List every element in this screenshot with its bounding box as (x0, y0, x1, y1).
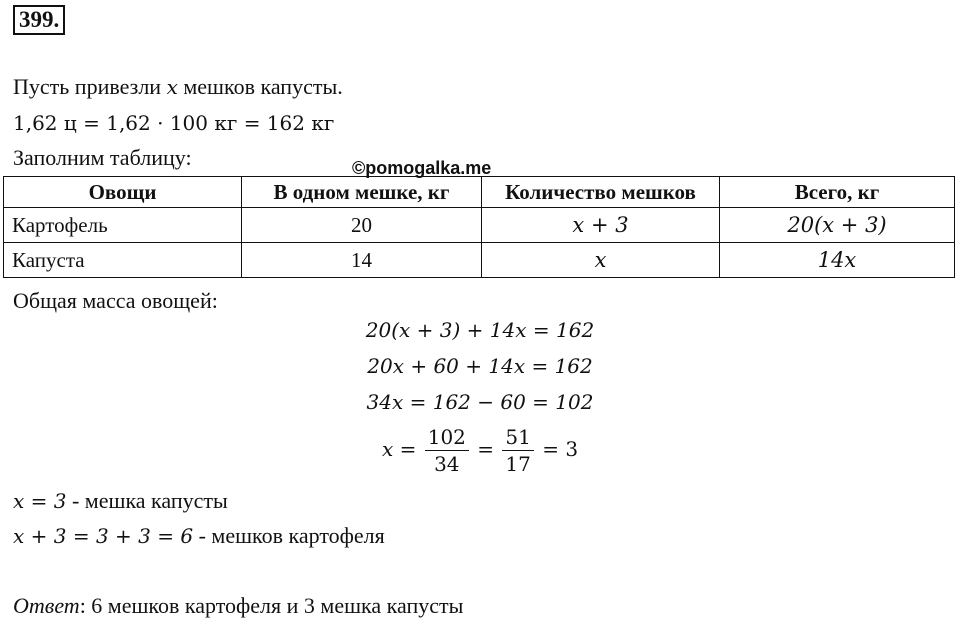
table-header-cell: Всего, кг (720, 177, 955, 208)
result-1-math: x = 3 (13, 489, 67, 513)
fraction-2-denominator: 17 (505, 452, 531, 476)
table-cell: x + 3 (482, 208, 720, 243)
watermark: ©pomogalka.me (352, 158, 492, 178)
intro-line-1 (13, 74, 343, 100)
fraction-eq-equals: = (477, 437, 495, 461)
table-row (4, 208, 955, 243)
table-row (4, 243, 955, 278)
table-header-cell: Количество мешков (482, 177, 720, 208)
result-2-text: - мешков картофеля (198, 523, 385, 548)
fraction-eq-rhs: = 3 (542, 437, 579, 461)
intro-line-3: Заполним таблицу: (13, 145, 192, 170)
table-header-cell: В одном мешке, кг (242, 177, 482, 208)
data-table (3, 176, 955, 278)
intro-line-1-prefix: Пусть привезли (13, 74, 162, 99)
fraction-1-numerator: 102 (425, 424, 469, 451)
result-2-math: x + 3 = 3 + 3 = 6 (13, 524, 194, 548)
fraction-eq-lhs: x = (381, 437, 417, 461)
fraction-1 (425, 424, 469, 477)
total-label: Общая масса овощей: (13, 288, 218, 313)
fraction-equation (0, 424, 960, 477)
table-cell: x (482, 243, 720, 278)
task-number: 399. (13, 5, 65, 35)
answer-label: Ответ (13, 593, 80, 618)
table-cell: 20(x + 3) (720, 208, 955, 243)
result-1-text: - мешка капусты (71, 488, 228, 513)
table-header-cell: Овощи (4, 177, 242, 208)
equation-2: 20x + 60 + 14x = 162 (367, 354, 593, 378)
table-cell: Картофель (4, 208, 242, 243)
fraction-2 (502, 424, 533, 477)
answer-text: : 6 мешков картофеля и 3 мешка капусты (79, 593, 464, 618)
equation-3: 34x = 162 − 60 = 102 (366, 390, 594, 414)
table-cell: 14x (720, 243, 955, 278)
table-cell: 20 (242, 208, 482, 243)
intro-line-2: 1,62 ц = 1,62 · 100 кг = 162 кг (13, 111, 335, 135)
answer-line (13, 593, 463, 619)
equation-1: 20(x + 3) + 14x = 162 (365, 318, 595, 342)
result-line-1 (13, 488, 228, 514)
table-cell: Капуста (4, 243, 242, 278)
intro-line-1-suffix: мешков капусты. (183, 74, 343, 99)
result-line-2 (13, 523, 385, 549)
fraction-1-denominator: 34 (434, 452, 460, 476)
table-header-row (4, 177, 955, 208)
fraction-2-numerator: 51 (502, 424, 533, 451)
intro-line-1-var: x (166, 75, 178, 99)
table-cell: 14 (242, 243, 482, 278)
